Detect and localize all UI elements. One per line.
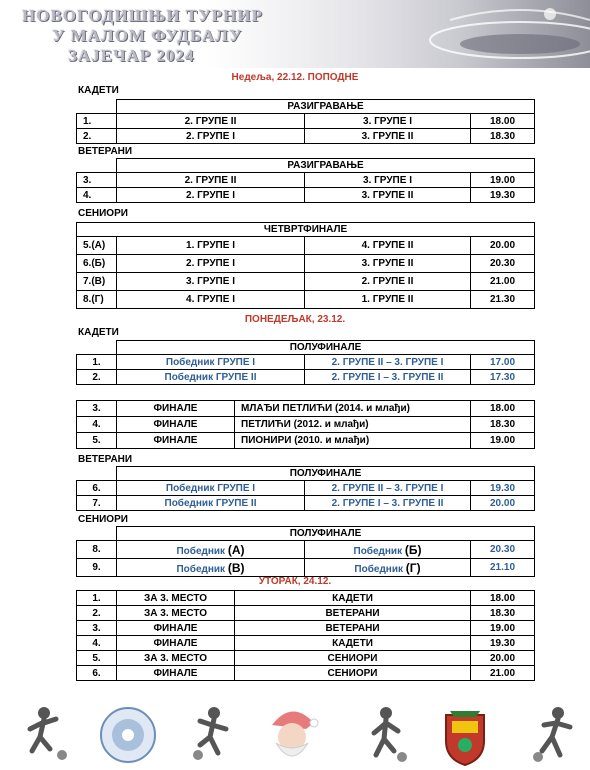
table-row: 7.(В) 3. ГРУПЕ I 2. ГРУПЕ II 21.00 — [77, 273, 535, 291]
title-line-2: У МАЛОМ ФУДБАЛУ — [52, 26, 243, 45]
table-row: 8.(Г) 4. ГРУПЕ I 1. ГРУПЕ II 21.30 — [77, 291, 535, 309]
table-row: 4. ФИНАЛЕ ПЕТЛИЋИ (2012. и млађи) 18.30 — [77, 417, 535, 433]
table-row: 2. 2. ГРУПЕ I 3. ГРУПЕ II 18.30 — [77, 129, 535, 144]
table-row: 3. ФИНАЛЕ ВЕТЕРАНИ 19.00 — [77, 621, 535, 636]
table-row: 1. ЗА 3. МЕСТО КАДЕТИ 18.00 — [77, 591, 535, 606]
table-seniori-polufinale — [76, 526, 535, 577]
table-final-day — [76, 590, 535, 681]
football-player-icon — [362, 705, 412, 765]
section-label-veterani: ВЕТЕРАНИ — [78, 146, 133, 157]
title-line-3: ЗАЈЕЧАР 2024 — [68, 46, 195, 65]
section-label-seniori: СЕНИОРИ — [78, 208, 128, 219]
footer-logos — [0, 700, 590, 770]
table-header: ЧЕТВРТФИНАЛЕ — [77, 223, 535, 237]
table-kadeti-razigravanje — [76, 99, 535, 144]
table-header: РАЗИГРАВАЊЕ — [117, 100, 535, 114]
section-label-veterani: ВЕТЕРАНИ — [78, 454, 133, 465]
table-header: РАЗИГРАВАЊЕ — [117, 159, 535, 173]
table-row: 6. Победник ГРУПЕ I 2. ГРУПЕ II – 3. ГРУПЕ I 19.30 — [77, 481, 535, 496]
table-row: 1. 2. ГРУПЕ II 3. ГРУПЕ I 18.00 — [77, 114, 535, 129]
football-player-icon — [530, 705, 580, 765]
table-row: 5.(А) 1. ГРУПЕ I 4. ГРУПЕ II 20.00 — [77, 237, 535, 255]
table-row: 6. ФИНАЛЕ СЕНИОРИ 21.00 — [77, 666, 535, 681]
table-row: 3. 2. ГРУПЕ II 3. ГРУПЕ I 19.00 — [77, 173, 535, 188]
table-veterani-polufinale — [76, 466, 535, 511]
table-row: 7. Победник ГРУПЕ II 2. ГРУПЕ I – 3. ГРУПЕ II 20.00 — [77, 496, 535, 511]
table-row: 5. ФИНАЛЕ ПИОНИРИ (2010. и млађи) 19.00 — [77, 433, 535, 449]
table-row: 2. ЗА 3. МЕСТО ВЕТЕРАНИ 18.30 — [77, 606, 535, 621]
table-row: 4. ФИНАЛЕ КАДЕТИ 19.30 — [77, 636, 535, 651]
table-row: 9. Победник (В) Победник (Г) 21.10 — [77, 559, 535, 577]
santa-mascot-icon — [262, 705, 322, 767]
day-heading-tuesday: УТОРАК, 24.12. — [258, 576, 332, 587]
club-emblem-icon — [98, 705, 158, 765]
section-label-kadeti: КАДЕТИ — [78, 327, 119, 338]
table-finals-youth — [76, 400, 535, 449]
table-row: 4. 2. ГРУПЕ I 3. ГРУПЕ II 19.30 — [77, 188, 535, 203]
football-stadium-icon — [390, 0, 590, 68]
section-label-kadeti: КАДЕТИ — [78, 85, 119, 96]
table-veterani-razigravanje — [76, 158, 535, 203]
day-heading-sunday: Недеља, 22.12. ПОПОДНЕ — [231, 72, 359, 83]
table-row: 1. Победник ГРУПЕ I 2. ГРУПЕ II – 3. ГРУПЕ I 17.00 — [77, 355, 535, 370]
table-header: ПОЛУФИНАЛЕ — [117, 527, 535, 541]
table-row: 3. ФИНАЛЕ МЛАЂИ ПЕТЛИЋИ (2014. и млађи) 18.00 — [77, 401, 535, 417]
football-player-icon — [188, 705, 238, 765]
day-heading-monday: ПОНЕДЕЉАК, 23.12. — [244, 314, 346, 325]
section-label-seniori: СЕНИОРИ — [78, 514, 128, 525]
table-header: ПОЛУФИНАЛЕ — [117, 467, 535, 481]
city-coat-of-arms-icon — [440, 705, 490, 767]
table-row: 6.(Б) 2. ГРУПЕ I 3. ГРУПЕ II 20.30 — [77, 255, 535, 273]
table-row: 5. ЗА 3. МЕСТО СЕНИОРИ 20.00 — [77, 651, 535, 666]
table-kadeti-polufinale — [76, 340, 535, 385]
table-row: 2. Победник ГРУПЕ II 2. ГРУПЕ I – 3. ГРУПЕ II 17.30 — [77, 370, 535, 385]
table-seniori-cetvrtfinale — [76, 222, 535, 309]
table-header: ПОЛУФИНАЛЕ — [117, 341, 535, 355]
header-banner — [0, 0, 590, 68]
table-row: 8. Победник (А) Победник (Б) 20.30 — [77, 541, 535, 559]
title-line-1: НОВОГОДИШЊИ ТУРНИР — [22, 6, 263, 25]
football-player-icon — [22, 705, 72, 765]
